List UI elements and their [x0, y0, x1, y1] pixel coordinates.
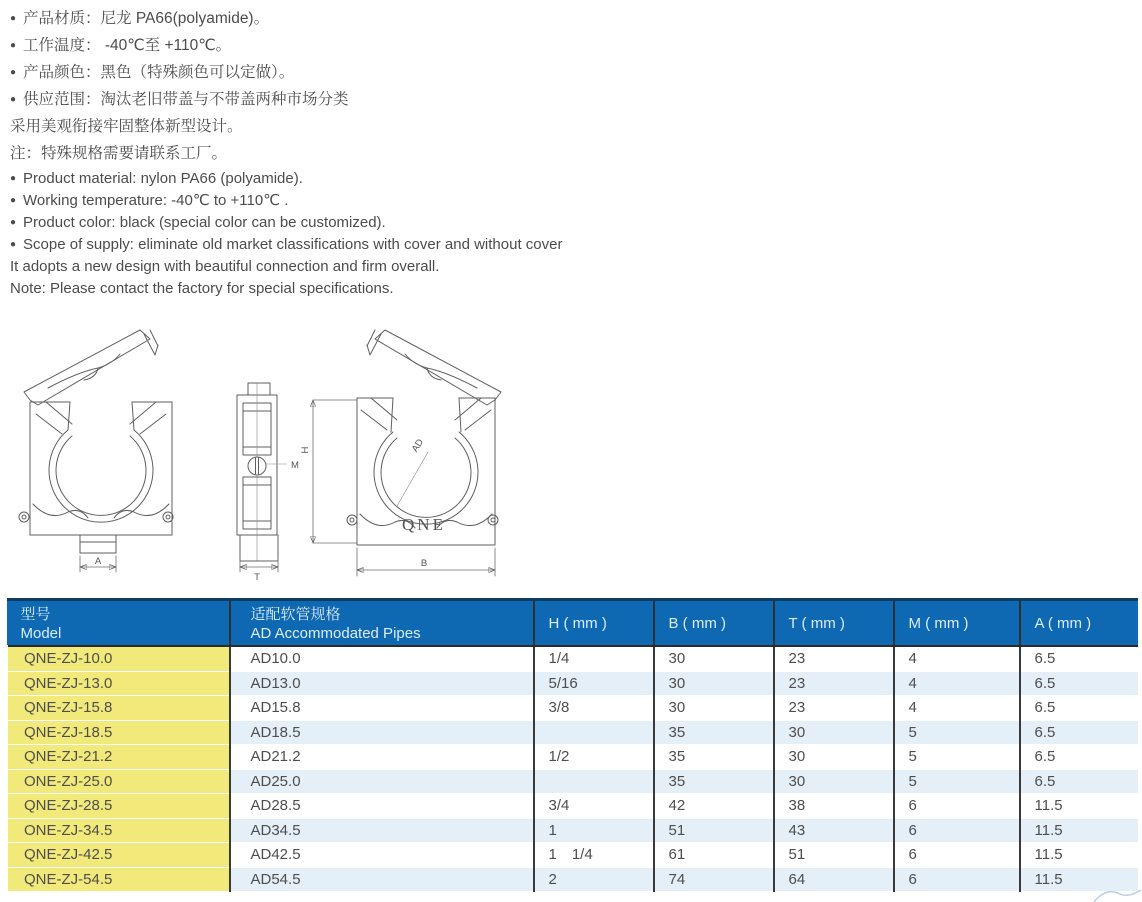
a-cell: 11.5 — [1020, 843, 1138, 868]
col-header-model — [7, 600, 230, 647]
t-cell: 23 — [774, 696, 894, 721]
model-cell: QNE-ZJ-18.5 — [7, 720, 230, 745]
front-view-cover-drawing — [347, 330, 501, 576]
b-cell: 42 — [654, 794, 774, 819]
bullet-text: 产品颜色：黑色（特殊颜色可以定做）。 — [23, 64, 295, 81]
bullet-icon: ● — [10, 94, 17, 105]
bullet-icon: ● — [10, 173, 17, 184]
b-cell: 74 — [654, 867, 774, 892]
col-header-t: T ( mm ) — [774, 600, 894, 647]
bullet-text: 供应范围：淘汰老旧带盖与不带盖两种市场分类 — [23, 91, 349, 108]
side-view-drawing — [237, 383, 357, 583]
bullet-icon: ● — [10, 40, 17, 51]
col-header-ad-pipes — [230, 600, 534, 647]
t-cell: 51 — [774, 843, 894, 868]
a-cell: 11.5 — [1020, 818, 1138, 843]
bullet-line — [10, 168, 562, 190]
bullet-text: Scope of supply: eliminate old market classifications with cover and without cover — [23, 236, 563, 253]
col-header-b: B ( mm ) — [654, 600, 774, 647]
model-cell: QNE-ZJ-42.5 — [7, 843, 230, 868]
a-cell: 6.5 — [1020, 646, 1138, 671]
h-cell: 1 — [534, 818, 654, 843]
b-cell: 51 — [654, 818, 774, 843]
bullet-text: Product material: nylon PA66 (polyamide). — [23, 170, 303, 187]
bullet-text: Note: Please contact the factory for special specifications. — [10, 280, 394, 297]
col-header-ad-pipes-en: AD Accommodated Pipes — [250, 625, 421, 642]
dim-label-b: B — [420, 558, 428, 569]
spec-table — [5, 598, 1138, 892]
table-row — [7, 671, 1138, 696]
table-row — [7, 646, 1138, 671]
t-cell: 38 — [774, 794, 894, 819]
t-cell: 64 — [774, 867, 894, 892]
model-cell: QNE-ZJ-10.0 — [7, 646, 230, 671]
ad-pipes-cell: AD10.0 — [230, 646, 534, 671]
b-cell: 30 — [654, 646, 774, 671]
a-cell: 6.5 — [1020, 720, 1138, 745]
table-row — [7, 867, 1138, 892]
bullet-text: 采用美观衔接牢固整体新型设计。 — [10, 118, 243, 135]
bullet-line — [10, 113, 349, 140]
bullet-text: Product color: black (special color can be customized). — [23, 214, 386, 231]
m-cell: 6 — [894, 794, 1020, 819]
bullet-icon: ● — [10, 239, 17, 250]
t-cell: 23 — [774, 671, 894, 696]
m-cell: 4 — [894, 646, 1020, 671]
ad-pipes-cell: AD42.5 — [230, 843, 534, 868]
ad-pipes-cell: AD15.8 — [230, 696, 534, 721]
t-cell: 30 — [774, 769, 894, 794]
a-cell: 6.5 — [1020, 769, 1138, 794]
bullet-text: Working temperature: -40℃ to +110℃ . — [23, 192, 289, 209]
dim-label-m: M — [291, 460, 299, 471]
a-cell: 11.5 — [1020, 794, 1138, 819]
bullet-line — [10, 234, 562, 256]
table-row — [7, 720, 1138, 745]
m-cell: 4 — [894, 671, 1020, 696]
bullet-icon: ● — [10, 195, 17, 206]
dim-label-h: H — [300, 446, 311, 454]
model-cell: QNE-ZJ-13.0 — [7, 671, 230, 696]
table-row — [7, 769, 1138, 794]
m-cell: 5 — [894, 720, 1020, 745]
col-header-m: M ( mm ) — [894, 600, 1020, 647]
h-cell: 5/16 — [534, 671, 654, 696]
a-cell: 11.5 — [1020, 867, 1138, 892]
h-cell: 3/4 — [534, 794, 654, 819]
col-header-ad-pipes-cn: 适配软管规格 — [250, 606, 341, 623]
m-cell: 5 — [894, 769, 1020, 794]
m-cell: 4 — [894, 696, 1020, 721]
bullet-line — [10, 86, 349, 113]
model-cell: QNE-ZJ-28.5 — [7, 794, 230, 819]
h-cell: 1/2 — [534, 745, 654, 770]
h-cell: 2 — [534, 867, 654, 892]
technical-drawings — [0, 320, 560, 590]
h-cell — [534, 769, 654, 794]
col-header-a: A ( mm ) — [1020, 600, 1138, 647]
bullet-text: 产品材质：尼龙 PA66(polyamide)。 — [23, 10, 270, 27]
model-cell: QNE-ZJ-54.5 — [7, 867, 230, 892]
ad-pipes-cell: AD28.5 — [230, 794, 534, 819]
model-cell: QNE-ZJ-15.8 — [7, 696, 230, 721]
bullet-line — [10, 59, 349, 86]
spec-table-header — [7, 600, 1138, 647]
table-row — [7, 745, 1138, 770]
bullet-line — [10, 140, 349, 167]
dim-label-a: A — [94, 556, 102, 567]
corner-watermark-curve — [1092, 886, 1142, 902]
table-row — [7, 843, 1138, 868]
bullet-icon: ● — [10, 13, 17, 24]
bullet-line — [10, 278, 562, 300]
t-cell: 30 — [774, 720, 894, 745]
bullet-line — [10, 256, 562, 278]
intro-chinese — [10, 5, 349, 167]
bullet-text: 注：特殊规格需要请联系工厂。 — [10, 145, 228, 162]
a-cell: 6.5 — [1020, 745, 1138, 770]
b-cell: 61 — [654, 843, 774, 868]
m-cell: 6 — [894, 818, 1020, 843]
b-cell: 30 — [654, 696, 774, 721]
brand-text: QNE — [402, 515, 446, 534]
bullet-text: 工作温度： -40℃至 +110℃。 — [23, 37, 232, 54]
ad-pipes-cell: AD34.5 — [230, 818, 534, 843]
bullet-text: It adopts a new design with beautiful connection and firm overall. — [10, 258, 440, 275]
table-row — [7, 794, 1138, 819]
dim-label-ad: AD — [409, 437, 427, 455]
bullet-line — [10, 212, 562, 234]
bullet-line — [10, 190, 562, 212]
col-header-model-en: Model — [20, 625, 62, 642]
ad-pipes-cell: AD13.0 — [230, 671, 534, 696]
col-header-h: H ( mm ) — [534, 600, 654, 647]
dim-label-t: T — [254, 572, 260, 583]
model-cell: ONE-ZJ-34.5 — [7, 818, 230, 843]
bullet-icon: ● — [10, 67, 17, 78]
b-cell: 30 — [654, 671, 774, 696]
model-cell: QNE-ZJ-21.2 — [7, 745, 230, 770]
m-cell: 6 — [894, 867, 1020, 892]
model-cell: ONE-ZJ-25.0 — [7, 769, 230, 794]
h-cell: 1/4 — [534, 646, 654, 671]
front-view-open-drawing — [19, 330, 173, 572]
bullet-icon: ● — [10, 217, 17, 228]
bullet-line — [10, 5, 349, 32]
b-cell: 35 — [654, 769, 774, 794]
a-cell: 6.5 — [1020, 671, 1138, 696]
h-cell: 3/8 — [534, 696, 654, 721]
t-cell: 43 — [774, 818, 894, 843]
ad-pipes-cell: AD18.5 — [230, 720, 534, 745]
ad-pipes-cell: AD54.5 — [230, 867, 534, 892]
t-cell: 30 — [774, 745, 894, 770]
t-cell: 23 — [774, 646, 894, 671]
ad-pipes-cell: AD25.0 — [230, 769, 534, 794]
a-cell: 6.5 — [1020, 696, 1138, 721]
col-header-model-cn: 型号 — [20, 606, 51, 623]
m-cell: 5 — [894, 745, 1020, 770]
table-row — [7, 818, 1138, 843]
intro-english — [10, 168, 562, 300]
b-cell: 35 — [654, 720, 774, 745]
ad-pipes-cell: AD21.2 — [230, 745, 534, 770]
bullet-line — [10, 32, 349, 59]
table-row — [7, 696, 1138, 721]
b-cell: 35 — [654, 745, 774, 770]
h-cell — [534, 720, 654, 745]
m-cell: 6 — [894, 843, 1020, 868]
h-cell: 1 1/4 — [534, 843, 654, 868]
